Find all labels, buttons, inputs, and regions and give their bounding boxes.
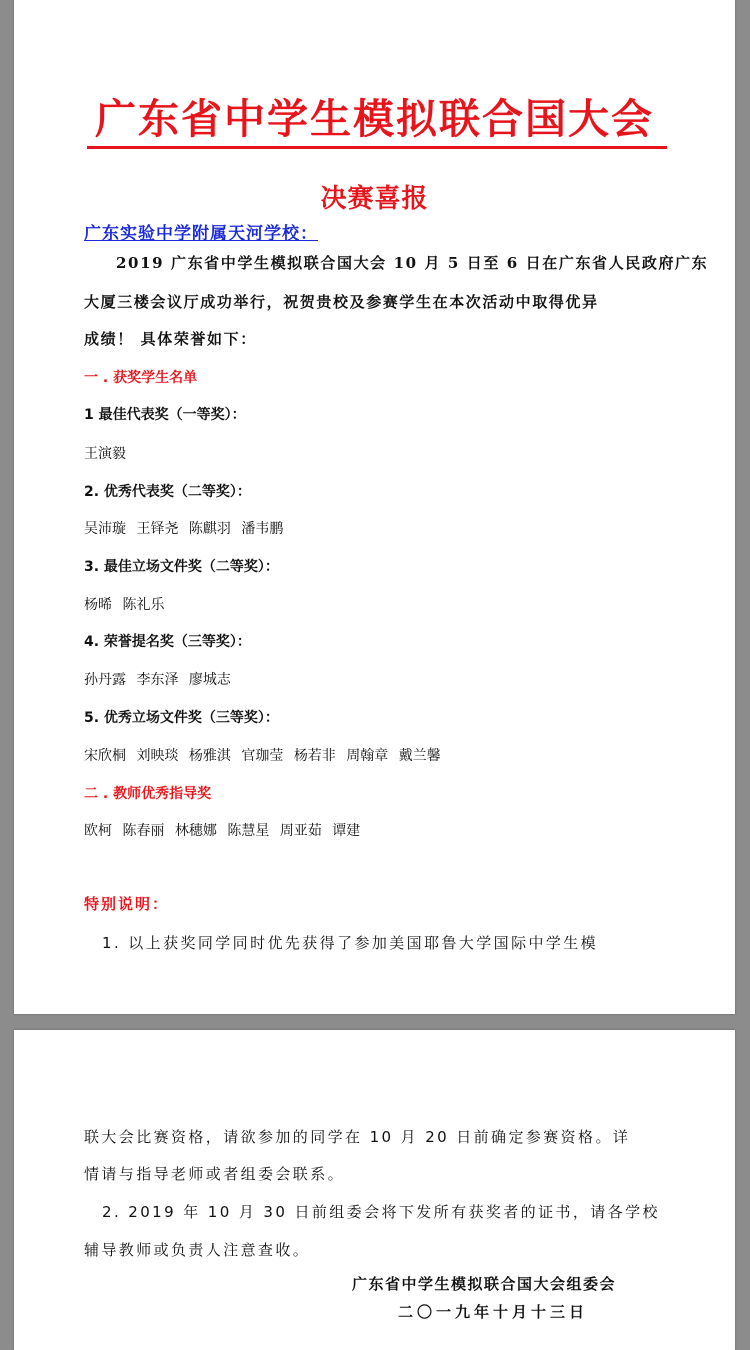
special-notes-title: 特别说明：: [84, 895, 170, 913]
document-page-1: [14, 0, 735, 1014]
school-name: 广东实验中学附属天河学校：: [84, 224, 318, 244]
student-name: 廖城志: [188, 672, 231, 688]
student-name: 潘韦鹏: [241, 521, 284, 537]
award-label-4: 4. 荣誉提名奖（三等奖）：: [84, 634, 251, 650]
award-names-2: [84, 518, 289, 538]
intro-line-1: 2019 广东省中学生模拟联合国大会 10 月 5 日至 6 日在广东省人民政府广东: [116, 254, 709, 272]
award-label-5: 5. 优秀立场文件奖（三等奖）：: [84, 710, 279, 726]
note-2-line-1: 2. 2019 年 10 月 30 日前组委会将下发所有获奖者的证书，请各学校: [102, 1203, 660, 1221]
award-names-5: [84, 745, 447, 765]
teacher-name: 陈春丽: [122, 823, 165, 839]
award-label-3: 3. 最佳立场文件奖（二等奖）：: [84, 559, 279, 575]
student-name: 官珈莹: [241, 748, 284, 764]
title-divider: [87, 146, 667, 149]
document-page-2: [14, 1030, 735, 1350]
student-name: 吴沛璇: [84, 521, 126, 537]
note-1-line-1: 1. 以上获奖同学同时优先获得了参加美国耶鲁大学国际中学生模: [102, 934, 599, 952]
document-subtitle: 决赛喜报: [320, 184, 429, 214]
student-name: 王演毅: [84, 446, 126, 462]
student-name: 杨雅淇: [188, 748, 231, 764]
intro-line-3: 成绩！ 具体荣誉如下：: [84, 330, 257, 348]
award-label-1: 1 最佳代表奖（一等奖）：: [84, 407, 246, 423]
section-award-students: 一 . 获奖学生名单: [84, 370, 198, 386]
teacher-name: 林穗娜: [174, 823, 217, 839]
teacher-name: 欧柯: [84, 823, 112, 839]
award-names-1: [84, 443, 132, 463]
note-2-line-2: 辅导教师或负责人注意查收。: [84, 1241, 311, 1259]
teacher-name: 周亚茹: [279, 823, 322, 839]
award-label-2: 2. 优秀代表奖（二等奖）：: [84, 484, 251, 500]
student-name: 杨若非: [293, 748, 336, 764]
award-names-4: [84, 669, 237, 689]
student-name: 戴兰馨: [398, 748, 441, 764]
teacher-names: [84, 820, 366, 840]
student-name: 李东泽: [136, 672, 179, 688]
signature-organizer: 广东省中学生模拟联合国大会组委会: [352, 1275, 617, 1293]
note-1-line-3: 情请与指导老师或者组委会联系。: [84, 1165, 346, 1183]
award-names-3: [84, 594, 170, 614]
teacher-name: 谭建: [332, 823, 361, 839]
note-1-line-2: 联大会比赛资格，请欲参加的同学在 10 月 20 日前确定参赛资格。详: [84, 1128, 631, 1146]
section-teacher-award: 二 . 教师优秀指导奖: [84, 786, 212, 802]
document-title: 广东省中学生模拟联合国大会: [95, 95, 654, 143]
student-name: 陈麒羽: [188, 521, 231, 537]
teacher-name: 陈慧星: [227, 823, 270, 839]
signature-date: 二〇一九年十月十三日: [398, 1303, 589, 1321]
intro-line-2: 大厦三楼会议厅成功举行，祝贺贵校及参赛学生在本次活动中取得优异: [84, 293, 599, 311]
student-name: 周翰章: [346, 748, 389, 764]
student-name: 孙丹露: [84, 672, 126, 688]
student-name: 陈礼乐: [122, 597, 165, 613]
student-name: 宋欣桐: [84, 748, 126, 764]
student-name: 杨晞: [84, 597, 112, 613]
student-name: 刘映琰: [136, 748, 179, 764]
student-name: 王铎尧: [136, 521, 179, 537]
